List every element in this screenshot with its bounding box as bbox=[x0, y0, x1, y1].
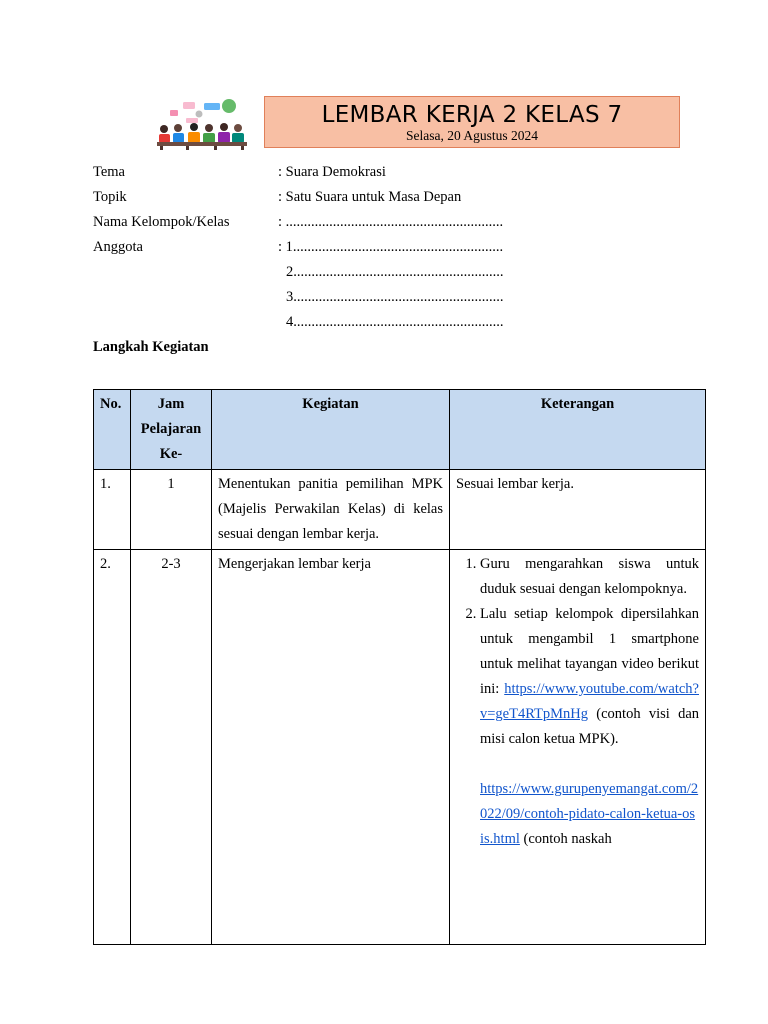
worksheet-date: Selasa, 20 Agustus 2024 bbox=[405, 128, 538, 143]
info-value: : Suara Demokrasi bbox=[278, 164, 386, 180]
table-header-row bbox=[94, 390, 706, 470]
activity-table bbox=[93, 389, 706, 945]
info-label: Topik bbox=[93, 189, 127, 205]
list-item-text: Lalu setiap kelompok dipersilahkan untuk mengambil 1 smartphone untuk melihat tayangan video berikut ini: bbox=[480, 606, 699, 697]
article-link[interactable]: https://www.gurupenyemangat.com/2022/09/contoh-pidato-calon-ketua-osis.html bbox=[480, 781, 699, 847]
spacer bbox=[480, 752, 699, 777]
info-value: 2.......................................................... bbox=[286, 264, 504, 280]
link-note: (contoh naskah bbox=[523, 831, 612, 847]
cell-jam: 2-3 bbox=[131, 550, 212, 945]
cell-kegiatan: Menentukan panitia pemilihan MPK (Majelis Perwakilan Kelas) di kelas sesuai dengan lembar kerja. bbox=[212, 470, 450, 550]
link-note: (contoh visi dan misi calon ketua MPK). bbox=[480, 706, 700, 747]
youtube-link[interactable]: https://www.youtube.com/watch?v=geT4RTpMnHg bbox=[480, 681, 699, 722]
info-label: Nama Kelompok/Kelas bbox=[93, 214, 230, 230]
info-value: : Satu Suara untuk Masa Depan bbox=[278, 189, 462, 205]
cell-kegiatan: Mengerjakan lembar kerja bbox=[212, 550, 450, 945]
cell-no: 1. bbox=[94, 470, 131, 550]
table-row bbox=[94, 550, 706, 945]
cell-keterangan: Sesuai lembar kerja. bbox=[450, 470, 706, 550]
worksheet-title: LEMBAR KERJA 2 KELAS 7 bbox=[321, 102, 623, 128]
list-item: 1. Guru mengarahkan siswa untuk duduk sesuai dengan kelompoknya. bbox=[480, 552, 699, 602]
activity-table-wrap bbox=[93, 389, 705, 945]
section-title: Langkah Kegiatan bbox=[93, 339, 209, 355]
cell-keterangan bbox=[450, 550, 706, 945]
info-value: 4.......................................................... bbox=[286, 314, 504, 330]
header-kegiatan: Kegiatan bbox=[212, 390, 450, 470]
header-no: No. bbox=[94, 390, 131, 470]
cell-no: 2. bbox=[94, 550, 131, 945]
title-banner bbox=[264, 96, 680, 148]
header-jam: Jam Pelajaran Ke- bbox=[131, 390, 212, 470]
presentation-audience-icon bbox=[156, 96, 248, 150]
table-row bbox=[94, 470, 706, 550]
info-value: : 1.......................................................... bbox=[278, 239, 504, 255]
info-label: Tema bbox=[93, 164, 125, 180]
info-value: : ............................................................ bbox=[278, 214, 504, 230]
cell-jam: 1 bbox=[131, 470, 212, 550]
keterangan-list bbox=[456, 552, 699, 852]
info-value: 3.......................................................... bbox=[286, 289, 504, 305]
list-item bbox=[480, 602, 699, 852]
header-keterangan: Keterangan bbox=[450, 390, 706, 470]
info-label: Anggota bbox=[93, 239, 143, 255]
